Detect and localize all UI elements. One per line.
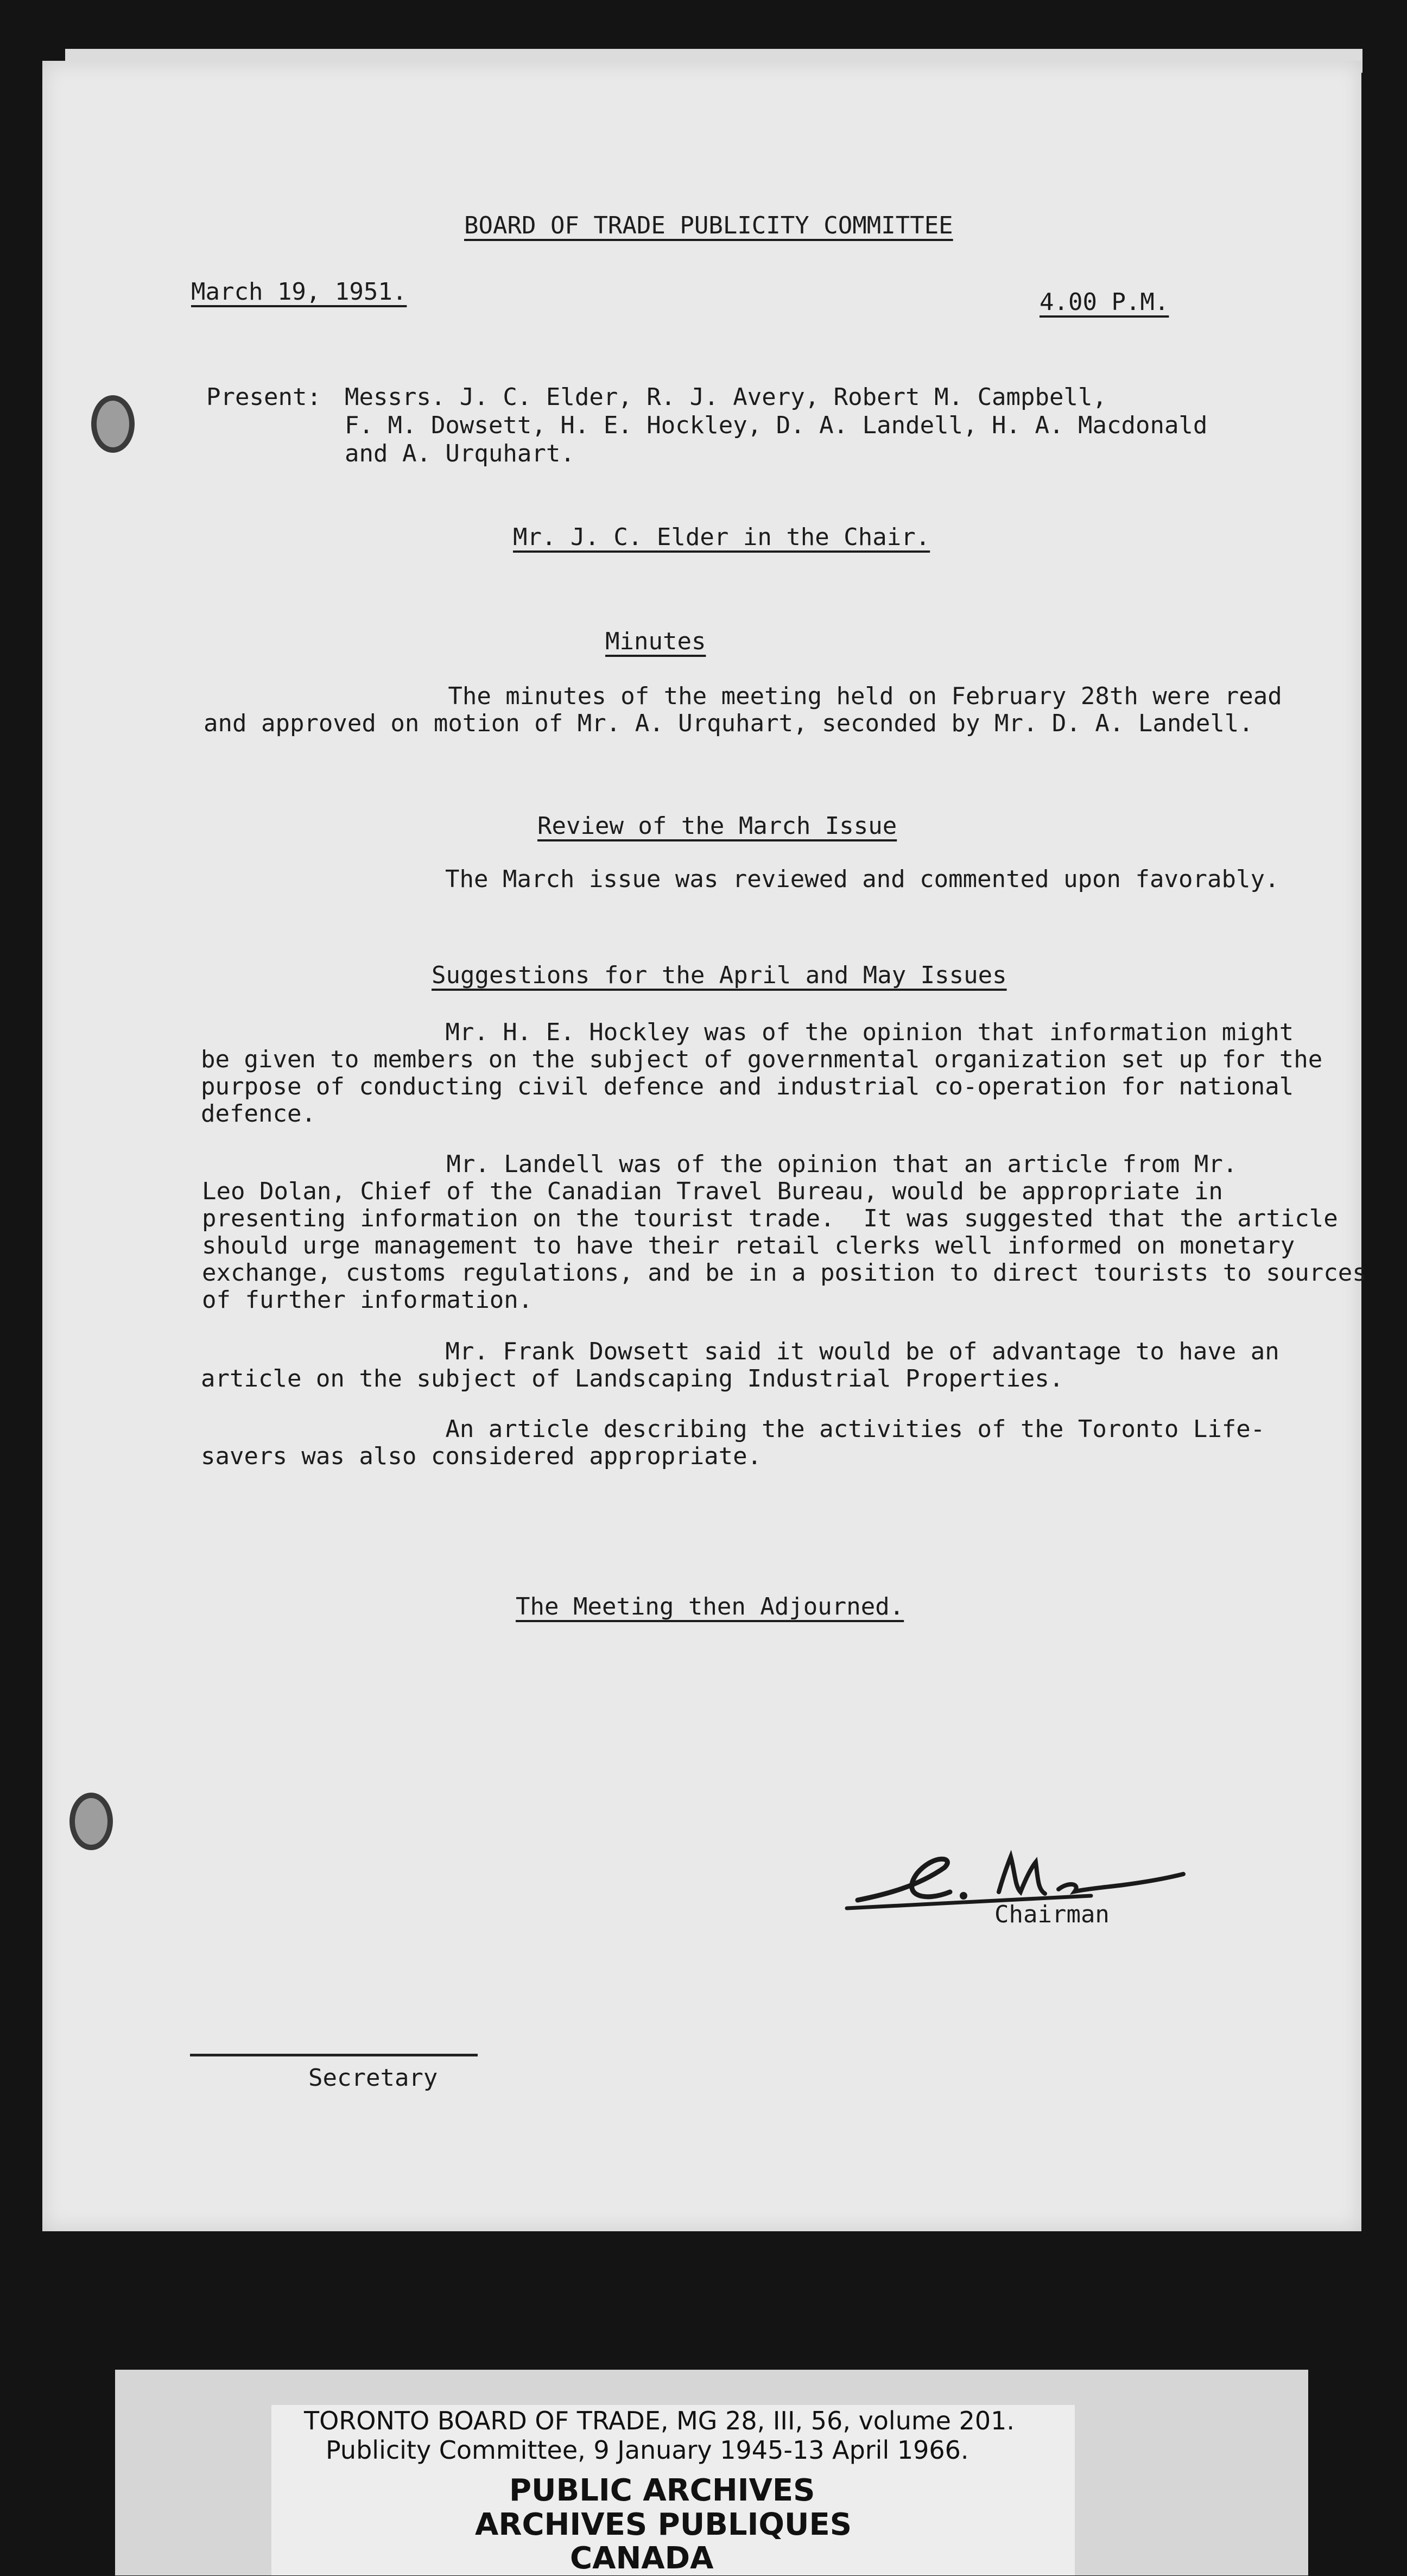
archive-name-english: PUBLIC ARCHIVES (509, 2473, 815, 2508)
document-heading: BOARD OF TRADE PUBLICITY COMMITTEE (464, 212, 953, 239)
suggestions-paragraph-1: Mr. H. E. Hockley was of the opinion that information might be given to members on the subject of governmental organization set up for the purpose of conducting civil defence and industrial co-operation for national defence. (201, 1018, 1323, 1128)
suggestions-paragraph-2: Mr. Landell was of the opinion that an article from Mr. Leo Dolan, Chief of the Canadian Travel Bureau, would be appropriate in presenting information on the tourist trade. It was suggested that the article should urge management to have their retail clerks well informed on monetary exchange, customs regulations, and be in a position to direct tourists to sources of further information. (202, 1150, 1367, 1314)
minutes-text: The minutes of the meeting held on February 28th were read and approved on motion of Mr. A. Urquhart, seconded by Mr. D. A. Landell. (204, 682, 1282, 737)
chair-line: Mr. J. C. Elder in the Chair. (513, 523, 930, 551)
present-label: Present: (206, 383, 321, 411)
adjourned-line: The Meeting then Adjourned. (516, 1593, 904, 1621)
punch-hole-bottom (69, 1793, 113, 1850)
suggestions-title: Suggestions for the April and May Issues (432, 961, 1007, 989)
present-line-1: Messrs. J. C. Elder, R. J. Avery, Robert M. Campbell, (345, 383, 1107, 411)
review-text: The March issue was reviewed and commented upon favorably. (445, 865, 1279, 893)
suggestions-paragraph-3: Mr. Frank Dowsett said it would be of advantage to have an article on the subject of Landscaping Industrial Properties. (201, 1338, 1279, 1393)
archive-reference-line-1: TORONTO BOARD OF TRADE, MG 28, III, 56, volume 201. (304, 2406, 1015, 2435)
secretary-signature-line (190, 2054, 478, 2056)
present-line-2: F. M. Dowsett, H. E. Hockley, D. A. Landell, H. A. Macdonald (345, 412, 1208, 439)
secretary-label: Secretary (308, 2064, 438, 2092)
suggestions-paragraph-4: An article describing the activities of the Toronto Life- savers was also considered appropriate. (201, 1415, 1265, 1470)
chairman-label: Chairman (994, 1901, 1110, 1928)
meeting-time: 4.00 P.M. (1040, 288, 1169, 316)
present-line-3: and A. Urquhart. (345, 440, 575, 467)
archive-country: CANADA (570, 2541, 714, 2576)
minutes-title: Minutes (605, 628, 706, 655)
review-title: Review of the March Issue (537, 812, 897, 840)
meeting-date: March 19, 1951. (191, 278, 407, 306)
archive-name-french: ARCHIVES PUBLIQUES (475, 2507, 852, 2542)
punch-hole-top (91, 395, 135, 453)
archive-reference-line-2: Publicity Committee, 9 January 1945-13 April 1966. (326, 2435, 969, 2465)
